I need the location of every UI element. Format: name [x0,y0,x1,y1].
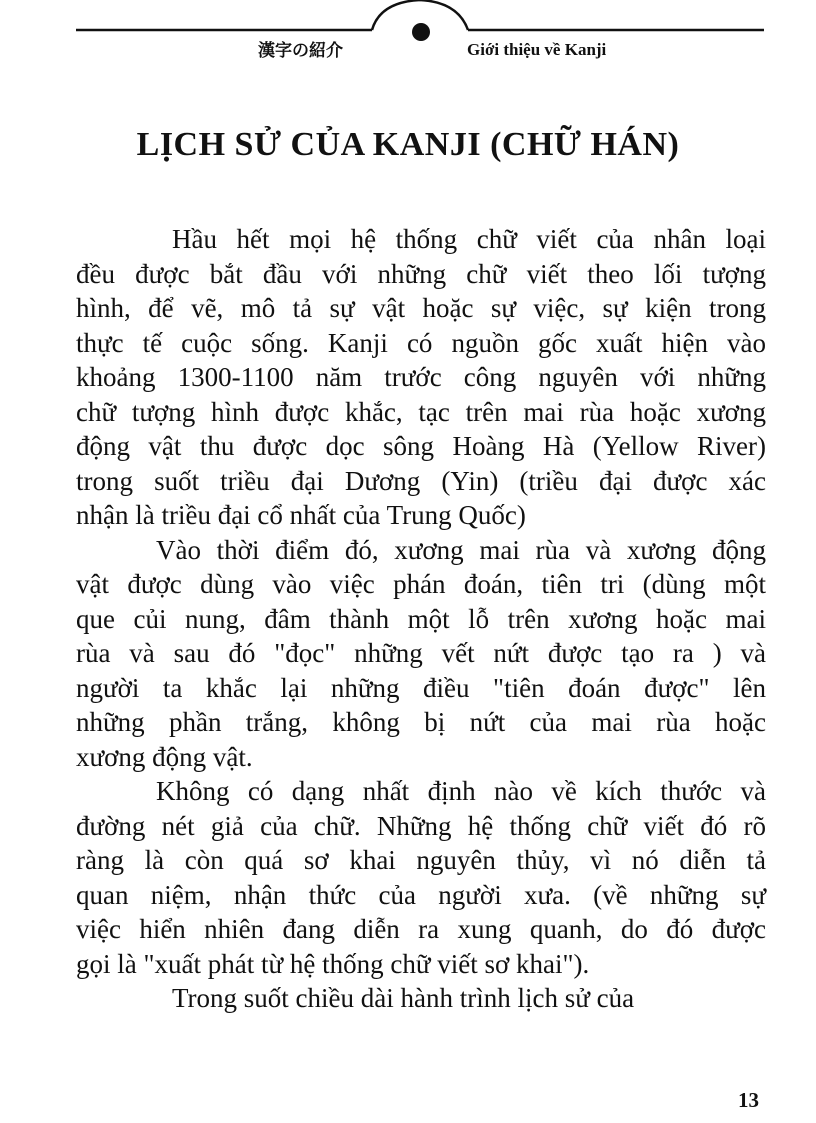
text-line: Trong suốt chiều dài hành trình lịch sử của [172,983,635,1013]
text-line: đường nét giả của chữ. Những hệ thống chữ viết đó rõ [76,810,766,841]
text-line: người ta khắc lại những điều "tiên đoán được" lên [76,672,766,703]
text-line: việc hiển nhiên đang diễn ra xung quanh, do đó được [76,914,766,944]
text-line: rùa và sau đó "đọc" những vết nứt được tạo ra ) và [76,638,766,668]
text-line: Vào thời điểm đó, xương mai rùa và xương động [156,534,766,565]
page-title: LỊCH SỬ CỦA KANJI (CHỮ HÁN) [136,126,680,163]
text-line: quan niệm, nhận thức của người xưa. (về những sự [76,879,766,910]
text-line: động vật thu được dọc sông Hoàng Hà (Yellow River) [76,431,766,461]
text-line: gọi là "xuất phát từ hệ thống chữ viết sơ khai"). [76,948,590,979]
text-line: xương động vật. [76,741,253,772]
text-line: que củi nung, đâm thành một lỗ trên xương hoặc mai [76,603,766,634]
text-line: trong suốt triều đại Dương (Yin) (triều đại được xác [76,465,766,496]
text-line: hình, để vẽ, mô tả sự vật hoặc sự việc, sự kiện trong [76,293,766,323]
text-line: Hầu hết mọi hệ thống chữ viết của nhân loại [172,224,766,254]
text-line: Không có dạng nhất định nào về kích thước và [156,776,766,806]
header-vietnamese-label: Giới thiệu về Kanji [467,40,607,59]
page-number: 13 [738,1088,759,1112]
text-line: chữ tượng hình được khắc, tạc trên mai rùa hoặc xương [76,396,766,427]
body-text [76,222,766,1016]
text-line: ràng là còn quá sơ khai nguyên thủy, vì nó diễn tả [76,845,766,875]
text-line: vật được dùng vào việc phán đoán, tiên tri (dùng một [76,569,766,599]
text-line: nhận là triều đại cổ nhất của Trung Quốc) [76,500,526,530]
page-header [0,0,816,70]
header-ornament [0,0,816,70]
text-line: thực tế cuộc sống. Kanji có nguồn gốc xuất hiện vào [76,327,766,358]
text-line: khoảng 1300-1100 năm trước công nguyên với những [76,362,766,392]
header-japanese-label: 漢字の紹介 [258,41,343,61]
text-line: những phần trắng, không bị nứt của mai rùa hoặc [76,707,766,737]
text-line: đều được bắt đầu với những chữ viết theo lối tượng [76,258,766,289]
